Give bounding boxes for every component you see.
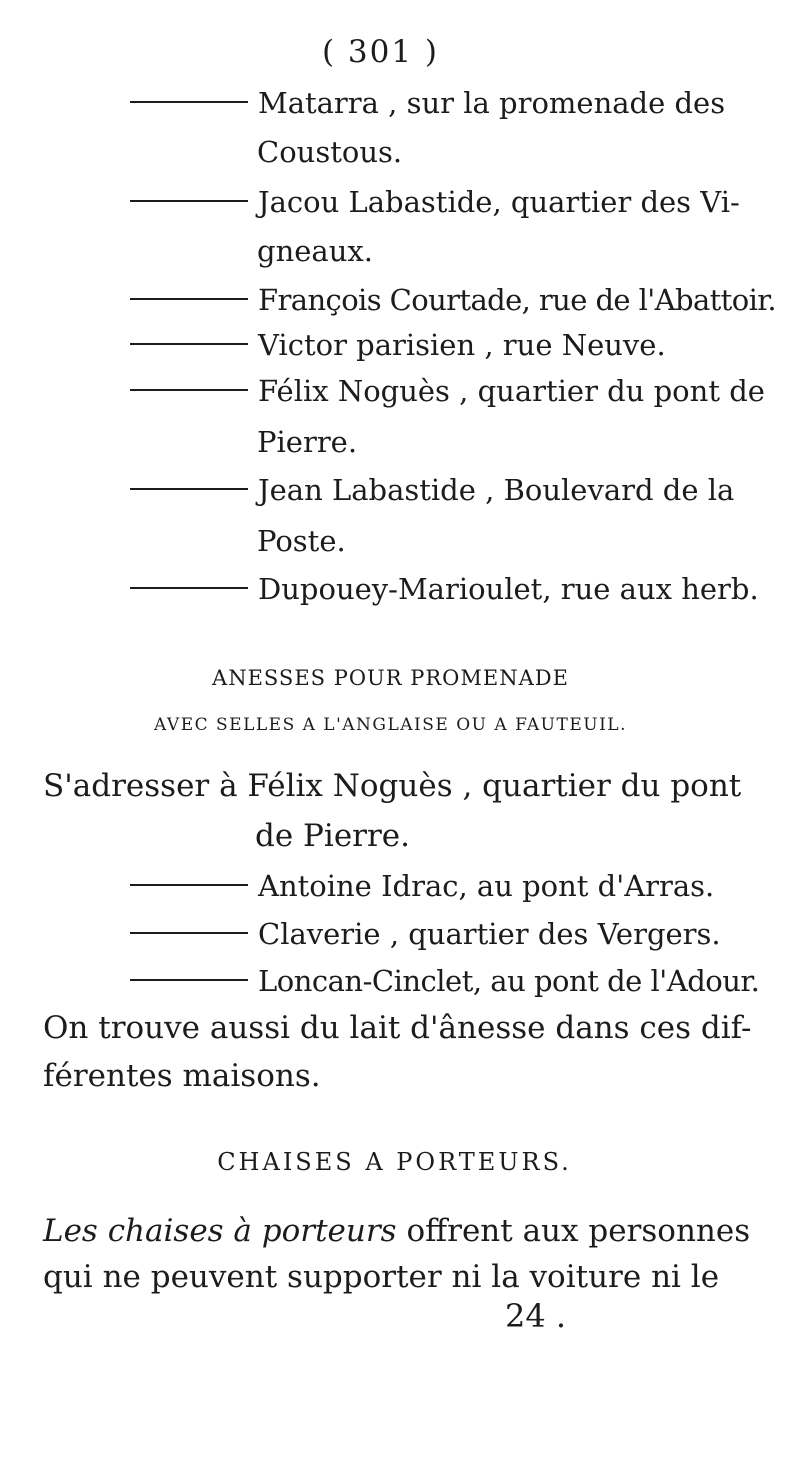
entry-text: Félix Noguès , quartier du pont de [258, 374, 765, 408]
list-item [130, 955, 770, 1007]
page-number: ( 301 ) [321, 34, 440, 70]
body-line [43, 1205, 750, 1257]
list-item [130, 77, 770, 129]
list-item [130, 563, 770, 615]
list-item [130, 319, 770, 371]
entry-continuation: Pierre. [257, 425, 358, 459]
body-text: offrent aux personnes [396, 1213, 751, 1249]
italic-phrase: Les chaises à porteurs [43, 1213, 397, 1249]
dash-rule [130, 101, 248, 103]
entry-text: Claverie , quartier des Vergers. [258, 917, 721, 951]
list-item [130, 176, 770, 228]
note-line: On trouve aussi du lait d'ânesse dans ces dif- [43, 1010, 752, 1046]
section-subtitle-anesses: AVEC SELLES A L'ANGLAISE OU A FAUTEUIL. [154, 715, 627, 735]
dash-rule [130, 587, 248, 589]
list-item [130, 908, 770, 960]
section-title-chaises: CHAISES A PORTEURS. [217, 1148, 572, 1176]
list-item [130, 365, 770, 417]
dash-rule [130, 884, 248, 886]
entry-text: Jacou Labastide, quartier des Vi- [258, 185, 740, 219]
dash-rule [130, 343, 248, 345]
dash-rule [130, 298, 248, 300]
entry-continuation: Coustous. [257, 135, 403, 169]
dash-rule [130, 389, 248, 391]
intro-line: S'adresser à Félix Noguès , quartier du pont [43, 768, 742, 804]
entry-text: Loncan-Cinclet, au pont de l'Adour. [258, 964, 760, 998]
entry-text: Matarra , sur la promenade des [258, 86, 726, 120]
note-line: férentes maisons. [43, 1058, 321, 1094]
dash-rule [130, 932, 248, 934]
entry-continuation: Poste. [257, 524, 346, 558]
entry-text: Dupouey-Marioulet, rue aux herb. [258, 572, 759, 606]
intro-line: de Pierre. [255, 818, 410, 854]
entry-text: Jean Labastide , Boulevard de la [258, 473, 735, 507]
dash-rule [130, 200, 248, 202]
entry-text: Antoine Idrac, au pont d'Arras. [258, 869, 715, 903]
list-item [130, 860, 770, 912]
entry-text: Victor parisien , rue Neuve. [258, 328, 666, 362]
signature-mark: 24 . [505, 1297, 567, 1335]
dash-rule [130, 488, 248, 490]
section-title-anesses: ANESSES POUR PROMENADE [212, 666, 569, 690]
body-line: qui ne peuvent supporter ni la voiture ni le [43, 1259, 720, 1295]
entry-continuation: gneaux. [257, 234, 373, 268]
list-item [130, 464, 770, 516]
entry-text: François Courtade, rue de l'Abattoir. [258, 283, 776, 317]
dash-rule [130, 979, 248, 981]
